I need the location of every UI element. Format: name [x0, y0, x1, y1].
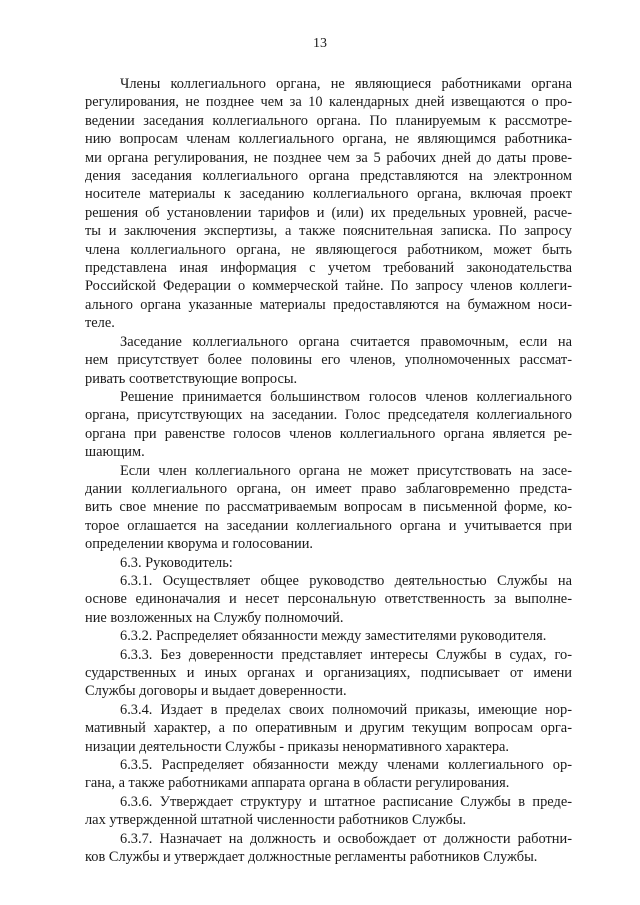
text-line: ривать соответствующие вопросы. [85, 370, 298, 387]
text-line: представлена иная информация с учетом требований законодательства [85, 260, 572, 277]
text-line: Члены коллегиального органа, не являющиеся работниками органа [120, 76, 572, 92]
text-line: носителе материалы к заседанию коллегиального органа, включая проект [85, 186, 572, 203]
text-line: 6.3.5. Распределяет обязанности между членами коллегиального ор- [120, 757, 572, 774]
text-line: 6.3.6. Утверждает структуру и штатное расписание Службы в преде- [120, 793, 572, 810]
text-line: Решение принимается большинством голосов членов коллегиального [120, 388, 572, 405]
text-line: нию вопросам членам коллегиального органа, не являющимся работника- [85, 131, 572, 148]
paragraph-p3 [85, 388, 572, 462]
text-line: Заседание коллегиального органа считается правомочным, если на [120, 333, 572, 350]
paragraph-p11 [85, 793, 572, 830]
paragraph-p6 [85, 572, 572, 627]
paragraph-p9 [85, 701, 572, 756]
text-line: органа при равенстве голосов членов коллегиального органа является ре- [85, 425, 572, 442]
paragraph-p12 [85, 830, 572, 867]
paragraph-p2 [85, 333, 572, 388]
text-line: Службы договоры и выдает доверенности. [85, 683, 347, 700]
text-line: 6.3.1. Осуществляет общее руководство деятельностью Службы на [120, 572, 572, 589]
text-line: ние возложенных на Службу полномочий. [85, 609, 344, 626]
text-line: органа, присутствующих на заседании. Голос председателя коллегиального [85, 407, 572, 424]
text-line: лах утвержденной штатной численности работников Службы. [85, 812, 467, 829]
text-line: Если член коллегиального органа не может присутствовать на засе- [120, 462, 572, 479]
document-body [85, 75, 572, 866]
text-line: Российской Федерации о коммерческой тайне. По запросу членов коллеги- [85, 278, 572, 295]
text-line: 6.3.7. Назначает на должность и освобождает от должности работни- [120, 830, 572, 847]
paragraph-p8 [85, 646, 572, 701]
text-line: ального органа указанные материалы предоставляются на бумажном носи- [85, 296, 572, 313]
text-line: дании коллегиального органа, он имеет право заблаговременно предста- [85, 480, 572, 497]
text-line: ков Службы и утверждает должностные регламенты работников Службы. [85, 849, 538, 866]
text-line: шающим. [85, 444, 145, 461]
text-line: низации деятельности Службы - приказы ненормативного характера. [85, 738, 510, 755]
paragraph-p4 [85, 462, 572, 554]
text-line: 6.3. Руководитель: [120, 554, 233, 571]
text-line: мативный характер, а по оперативным и другим текущим вопросам орга- [85, 720, 572, 737]
text-line: 6.3.3. Без доверенности представляет интересы Службы в судах, го- [120, 646, 572, 663]
text-line: регулирования, не позднее чем за 10 календарных дней извещаются о про- [85, 94, 572, 111]
paragraph-p10 [85, 756, 572, 793]
page-number: 13 [313, 36, 327, 51]
text-line: решения об установлении тарифов и (или) их предельных уровней, расче- [85, 204, 572, 221]
text-line: нем присутствует более половины его членов, уполномоченных рассмат- [85, 352, 572, 369]
paragraph-p5 [85, 554, 572, 572]
text-line: определении кворума и голосовании. [85, 536, 314, 553]
paragraph-p1 [85, 75, 572, 333]
text-line: основе единоначалия и несет персональную ответственность за выполне- [85, 591, 572, 608]
text-line: 6.3.4. Издает в пределах своих полномочий приказы, имеющие нор- [120, 701, 572, 718]
text-line: теле. [85, 315, 115, 332]
text-line: вить свое мнение по рассматриваемым вопросам в письменной форме, ко- [85, 499, 572, 516]
text-line: ми органа регулирования, не позднее чем за 5 рабочих дней до даты прове- [85, 149, 572, 166]
paragraph-p7 [85, 627, 572, 645]
text-line: торое оглашается на заседании коллегиального органа и учитывается при [85, 517, 572, 534]
text-line: 6.3.2. Распределяет обязанности между заместителями руководителя. [120, 628, 547, 645]
text-line: ты и заключения экспертизы, а также пояснительная записка. По запросу [85, 223, 572, 240]
text-line: сударственных и иных органах и организациях, подписывает от имени [85, 665, 572, 681]
text-line: ведении заседания коллегиального органа. По планируемым к рассмотре- [85, 112, 572, 129]
text-line: гана, а также работниками аппарата органа в области регулирования. [85, 775, 510, 792]
text-line: дения заседания коллегиального органа представляются на электронном [85, 168, 572, 185]
text-line: члена коллегиального органа, не являющегося работником, может быть [85, 241, 572, 258]
